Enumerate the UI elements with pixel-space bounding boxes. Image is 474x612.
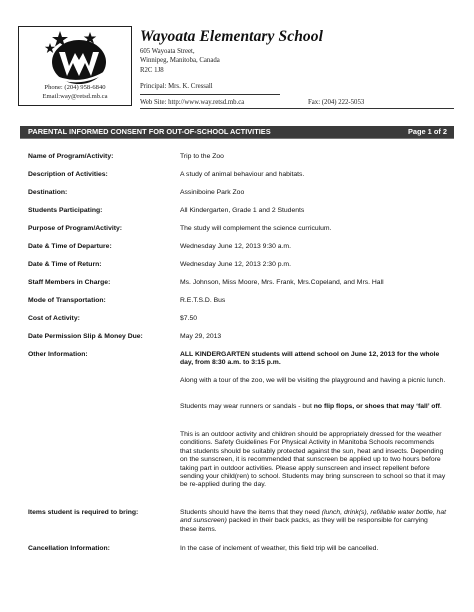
title-underline — [20, 138, 454, 139]
value-program-name: Trip to the Zoo — [180, 153, 224, 160]
phone-text: Phone: (204) 958-6840 — [44, 84, 106, 91]
value-description: A study of animal behaviour and habitats. — [180, 171, 305, 178]
label-purpose: Purpose of Program/Activity: — [28, 225, 123, 232]
website-text: Web Site: http://www.way.retsd.mb.ca — [140, 99, 245, 106]
items-list: (lunch, drink(s), refillable water bottle, hat and sunscreen) — [180, 509, 446, 525]
form-title: PARENTAL INFORMED CONSENT FOR OUT-OF-SCHOOL ACTIVITIES — [28, 127, 271, 136]
value-students: All Kindergarten, Grade 1 and 2 Students — [180, 207, 305, 214]
address-line-1: 605 Wayoata Street, — [140, 48, 195, 55]
value-staff: Ms. Johnson, Miss Moore, Mrs. Frank, Mrs.Copeland, and Mrs. Hall — [180, 279, 384, 286]
label-destination: Destination: — [28, 189, 68, 196]
label-due-date: Date Permission Slip & Money Due: — [28, 333, 143, 340]
label-cost: Cost of Activity: — [28, 315, 80, 322]
other-info-tour: Along with a tour of the zoo, we will be visiting the playground and having a picnic lunch. — [180, 377, 446, 384]
other-info-footwear — [180, 403, 446, 411]
footwear-text: Students may wear runners or sandals - but — [180, 403, 314, 410]
label-return: Date & Time of Return: — [28, 261, 102, 268]
contact-info — [18, 83, 132, 101]
fax-text: Fax: (204) 222-5053 — [308, 99, 365, 106]
logo-box — [18, 26, 132, 106]
other-info-sunscreen: This is an outdoor activity and children should be appropriately dressed for the weather conditions. Safety Guidelines For Physical Activity in Manitoba Schools recommends that students should be suitably protected against the sun, heat and insects. Depending on the sunscreen, it is recommended that sunscreen be applied up to two hours before taking part in outdoor activities. Please apply sunscreen and insect repellent before sending your child(ren) to school. Students may bring sunscreen to school so that it may be re-applied during the day. — [180, 431, 446, 489]
other-info-kindergarten: ALL KINDERGARTEN students will attend school on June 12, 2013 for the whole day, from 8:30 a.m. to 3:15 p.m. — [180, 351, 440, 367]
page-indicator: Page 1 of 2 — [407, 127, 447, 136]
letterhead-divider — [140, 108, 454, 109]
label-departure: Date & Time of Departure: — [28, 243, 112, 250]
label-items: Items student is required to bring: — [28, 509, 139, 516]
form-title-bar — [20, 126, 454, 138]
address-line-3: R2C 1J8 — [140, 66, 164, 74]
value-purpose: The study will complement the science curriculum. — [180, 225, 332, 232]
value-items — [180, 509, 446, 534]
star-w-logo-icon — [39, 30, 113, 86]
label-other-info: Other Information: — [28, 351, 88, 358]
items-text: Students should have the items that they need — [180, 509, 322, 516]
label-staff: Staff Members in Charge: — [28, 279, 111, 286]
items-end: packed in their back packs, as they will be responsible for carrying these items. — [180, 517, 428, 533]
label-transportation: Mode of Transportation: — [28, 297, 106, 304]
label-description: Description of Activities: — [28, 171, 108, 178]
value-transportation: R.E.T.S.D. Bus — [180, 297, 226, 304]
value-due-date: May 29, 2013 — [180, 333, 222, 340]
value-return: Wednesday June 12, 2013 2:30 p.m. — [180, 261, 291, 268]
value-departure: Wednesday June 12, 2013 9:30 a.m. — [180, 243, 291, 250]
footwear-warning: no flip flops, or shoes that may ‘fall’ off — [313, 403, 440, 410]
principal-text: Principal: Mrs. K. Cressall — [140, 83, 213, 90]
school-address — [140, 47, 220, 75]
address-line-2: Winnipeg, Manitoba, Canada — [140, 57, 220, 65]
value-cancellation: In the case of inclement of weather, this field trip will be cancelled. — [180, 545, 379, 552]
value-cost: $7.50 — [180, 315, 198, 322]
value-destination: Assiniboine Park Zoo — [180, 189, 245, 196]
label-cancellation: Cancellation Information: — [28, 545, 110, 552]
email-text: Email:way@retsd.mb.ca — [42, 93, 108, 100]
principal-underline — [140, 94, 280, 95]
label-program-name: Name of Program/Activity: — [28, 153, 114, 160]
footwear-end: . — [439, 403, 442, 410]
label-students: Students Participating: — [28, 207, 103, 214]
school-name: Wayoata Elementary School — [140, 28, 324, 45]
